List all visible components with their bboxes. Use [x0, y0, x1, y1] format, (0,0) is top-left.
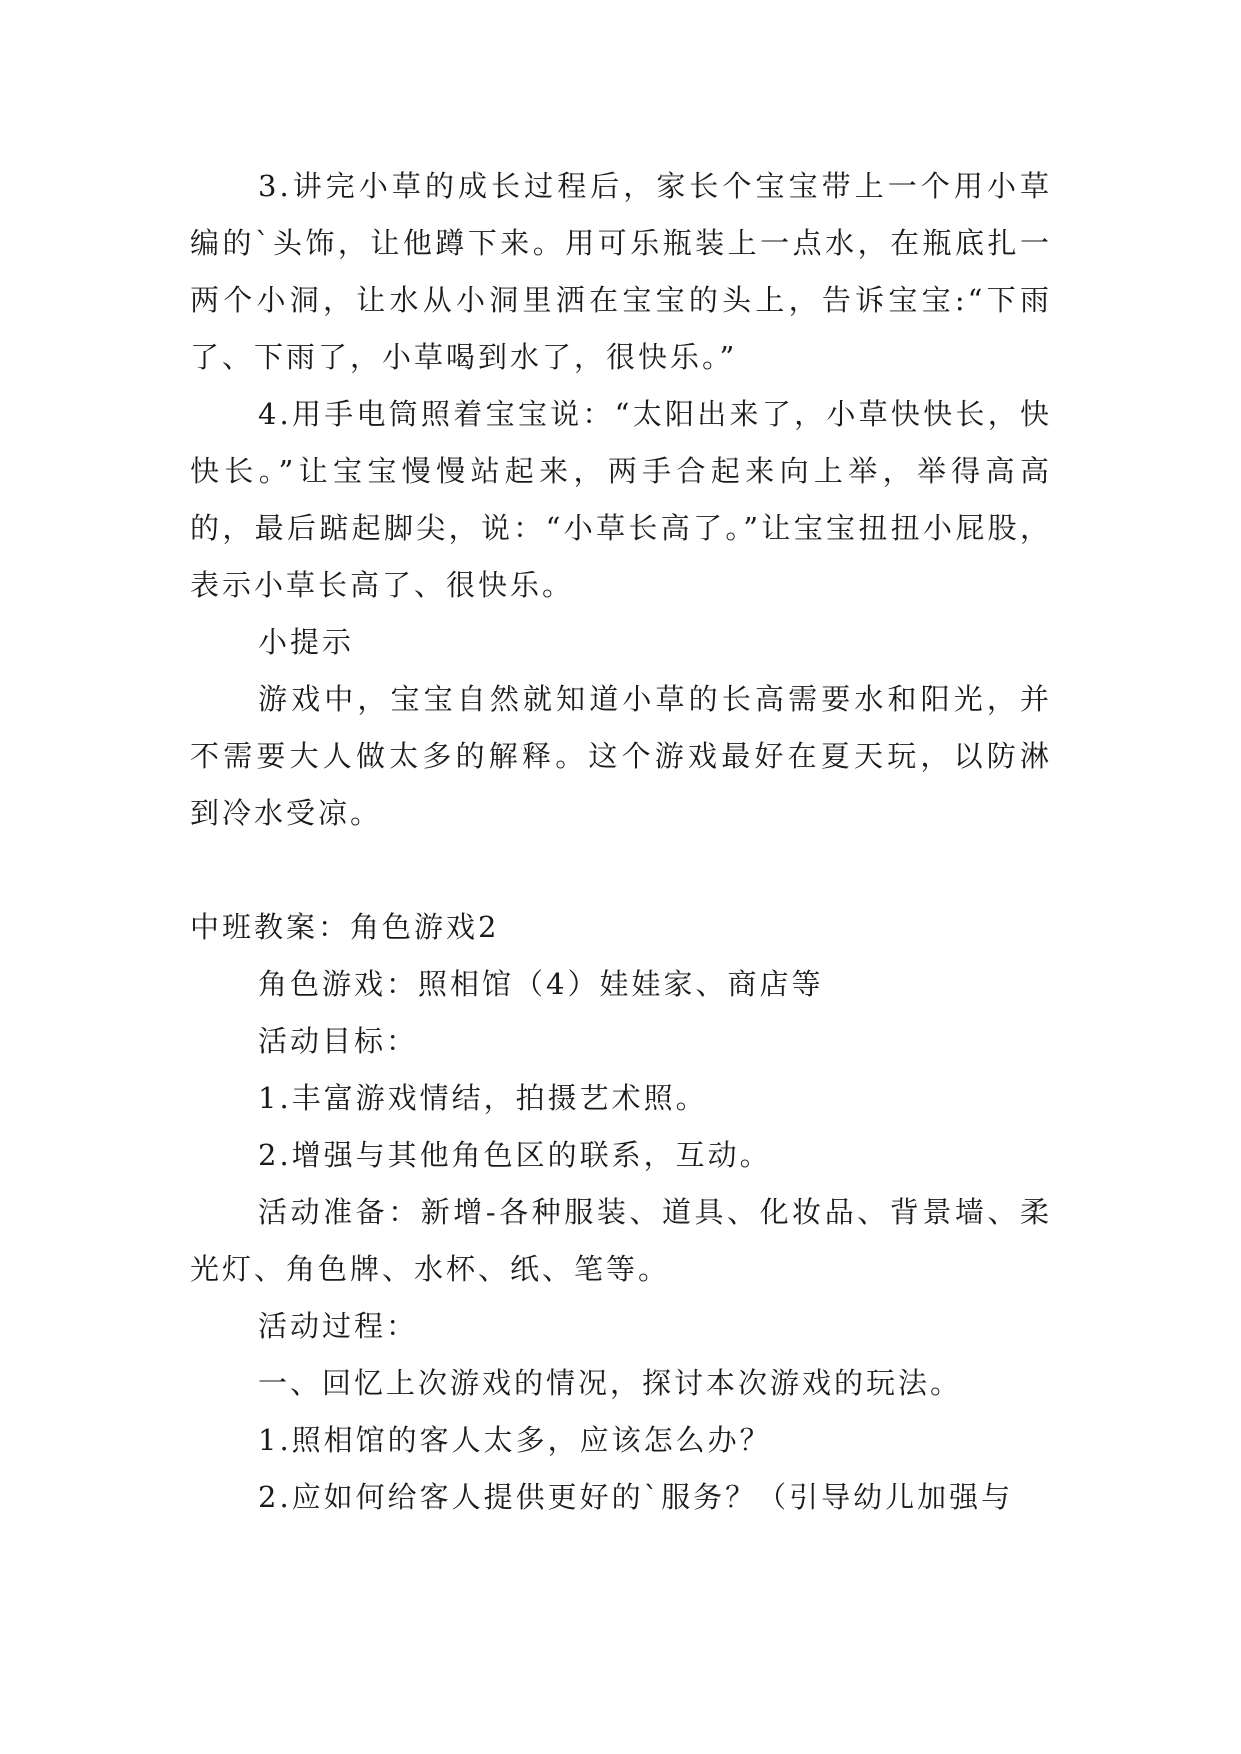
paragraph-tip-label: 小提示 [258, 625, 355, 659]
paragraph-step-3: 3.讲完小草的成长过程后，家长个宝宝带上一个用小草编的`头饰，让他蹲下来。用可乐瓶装上一点水，在瓶底扎一两个小洞，让水从小洞里洒在宝宝的头上，告诉宝宝:“下雨了、下雨了，小草喝到水了，很快乐。” [190, 169, 1052, 374]
paragraph-question-1: 1.照相馆的客人太多，应该怎么办？ [258, 1423, 772, 1457]
paragraph-tip-text: 游戏中，宝宝自然就知道小草的长高需要水和阳光，并不需要大人做太多的解释。这个游戏最好在夏天玩，以防淋到冷水受凉。 [190, 682, 1052, 830]
paragraph-step-4: 4.用手电筒照着宝宝说：“太阳出来了，小草快快长，快快长。”让宝宝慢慢站起来，两手合起来向上举，举得高高的，最后踮起脚尖，说：“小草长高了。”让宝宝扭扭小屁股，表示小草长高了、很快乐。 [190, 397, 1052, 602]
paragraph-preparation: 活动准备：新增-各种服装、道具、化妆品、背景墙、柔光灯、角色牌、水杯、纸、笔等。 [190, 1195, 1052, 1286]
paragraph-question-2: 2.应如何给客人提供更好的`服务？（引导幼儿加强与 [258, 1480, 1014, 1514]
paragraph-process-step-1: 一、回忆上次游戏的情况，探讨本次游戏的玩法。 [258, 1366, 963, 1400]
paragraph-process-label: 活动过程： [258, 1309, 419, 1343]
paragraph-goal-1: 1.丰富游戏情结，拍摄艺术照。 [258, 1081, 708, 1115]
document-body [190, 158, 1052, 1526]
section-title: 中班教案：角色游戏2 [190, 910, 500, 944]
paragraph-goal-2: 2.增强与其他角色区的联系，互动。 [258, 1138, 772, 1172]
paragraph-goals-label: 活动目标： [258, 1024, 419, 1058]
paragraph-role-game: 角色游戏：照相馆（4）娃娃家、商店等 [258, 967, 824, 1001]
